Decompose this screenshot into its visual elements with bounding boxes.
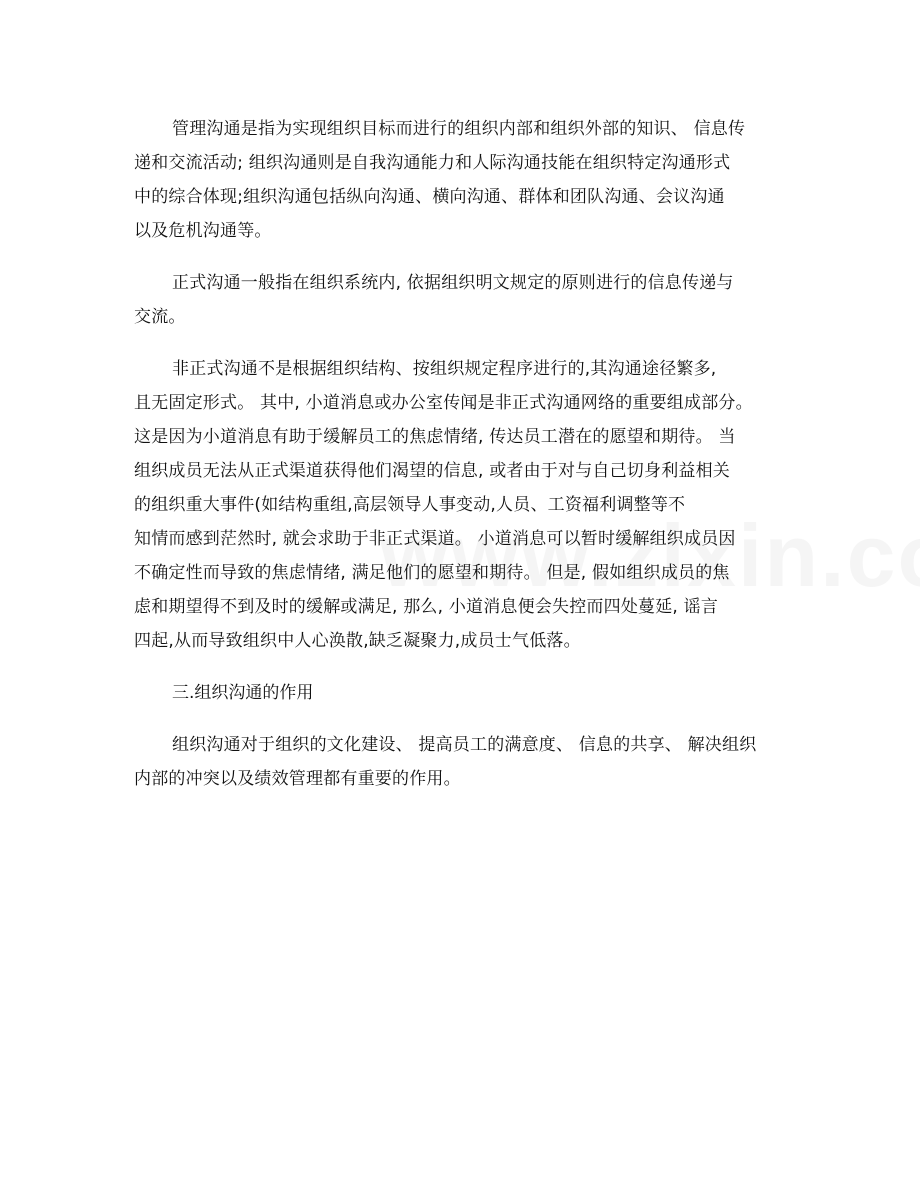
paragraph-line: 不确定性而导致的焦虑情绪, 满足他们的愿望和期待。 但是, 假如组织成员的焦 [134,563,730,583]
paragraph-line: 交流。 [134,307,186,327]
paragraph-role-of-communication [134,728,794,796]
paragraph-line: 非正式沟通不是根据组织结构、按组织规定程序进行的,其沟通途径繁多, [172,359,717,379]
paragraph-line: 组织成员无法从正式渠道获得他们渴望的信息, 或者由于对与自己切身利益相关 [134,461,731,481]
paragraph-line: 的组织重大事件(如结构重组,高层领导人事变动,人员、工资福利调整等不 [134,495,686,515]
paragraph-informal-communication [134,352,794,658]
paragraph-line: 虑和期望得不到及时的缓解或满足, 那么, 小道消息便会失控而四处蔓延, 谣言 [134,597,719,617]
section-heading: 三.组织沟通的作用 [172,683,314,703]
paragraph-line: 正式沟通一般指在组织系统内, 依据组织明文规定的原则进行的信息传递与 [172,273,734,293]
paragraph-line: 这是因为小道消息有助于缓解员工的焦虑情绪, 传达员工潜在的愿望和期待。 当 [134,427,736,447]
paragraph-management-communication [134,112,794,248]
paragraph-line: 管理沟通是指为实现组织目标而进行的组织内部和组织外部的知识、 信息传 [172,119,746,139]
paragraph-line: 中的综合体现;组织沟通包括纵向沟通、横向沟通、群体和团队沟通、会议沟通 [134,187,725,207]
paragraph-line: 以及危机沟通等。 [134,221,272,241]
paragraph-line: 递和交流活动; 组织沟通则是自我沟通能力和人际沟通技能在组织特定沟通形式 [134,153,731,173]
paragraph-formal-communication [134,266,794,334]
paragraph-line: 四起,从而导致组织中人心涣散,缺乏凝聚力,成员士气低落。 [134,631,581,651]
paragraph-line: 知情而感到茫然时, 就会求助于非正式渠道。 小道消息可以暂时缓解组织成员因 [134,529,736,549]
paragraph-line: 内部的冲突以及绩效管理都有重要的作用。 [134,769,461,789]
paragraph-line: 组织沟通对于组织的文化建设、 提高员工的满意度、 信息的共享、 解决组织 [172,735,757,755]
paragraph-line: 且无固定形式。 其中, 小道消息或办公室传闻是非正式沟通网络的重要组成部分。 [134,393,753,413]
